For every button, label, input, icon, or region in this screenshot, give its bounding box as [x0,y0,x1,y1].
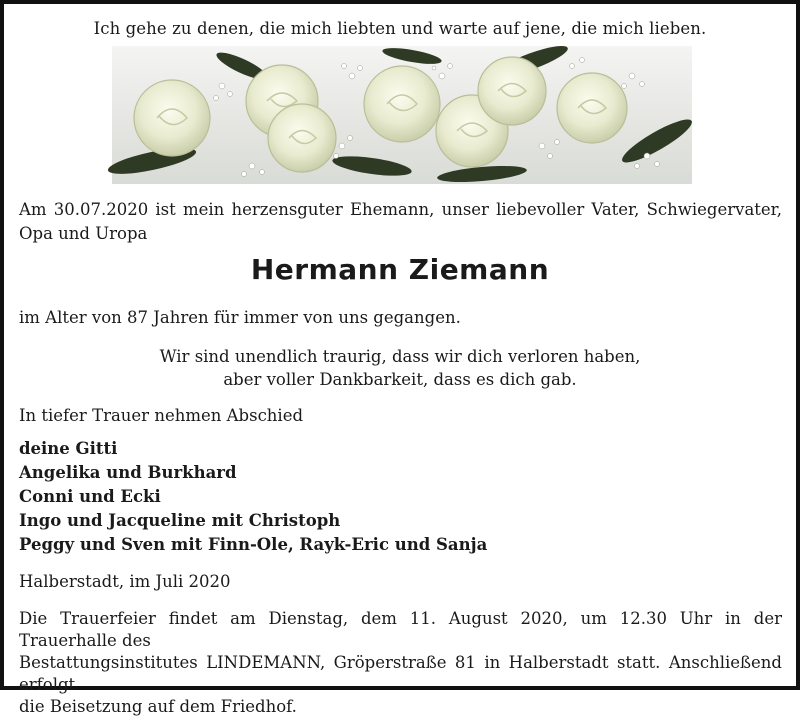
motto-text: Ich gehe zu denen, die mich liebten und warte auf jene, die mich lieben. [93,19,707,38]
mourning-intro: In tiefer Trauer nehmen Abschied [19,406,304,425]
mourner: Angelika und Burkhard [19,463,237,482]
funeral-info [19,608,782,718]
deceased-name: Hermann Ziemann [250,253,550,286]
verse-line: aber voller Dankbarkeit, dass es dich gab. [223,370,577,389]
funeral-info-line: die Beisetzung auf dem Friedhof. [19,697,297,716]
mourner: deine Gitti [19,439,118,458]
mourner: Ingo und Jacqueline mit Christoph [19,511,341,530]
verse-line: Wir sind unendlich traurig, dass wir dich verloren haben, [159,347,641,366]
white-roses-image [112,46,692,184]
verse [4,345,796,391]
age-line: im Alter von 87 Jahren für immer von uns gegangen. [19,308,461,327]
funeral-info-line: Bestattungsinstitutes LINDEMANN, Gröperstraße 81 in Halberstadt statt. Anschließend erfolgt [19,653,782,694]
mourners-list [19,437,487,557]
funeral-info-line: Die Trauerfeier findet am Dienstag, dem 11. August 2020, um 12.30 Uhr in der Trauerhalle des [19,609,782,650]
intro-text: Am 30.07.2020 ist mein herzensguter Ehemann, unser liebevoller Vater, Schwiegervater, Opa und Uropa [19,200,782,243]
place-date: Halberstadt, im Juli 2020 [19,572,231,591]
mourner: Conni und Ecki [19,487,161,506]
mourner: Peggy und Sven mit Finn-Ole, Rayk-Eric und Sanja [19,535,488,554]
